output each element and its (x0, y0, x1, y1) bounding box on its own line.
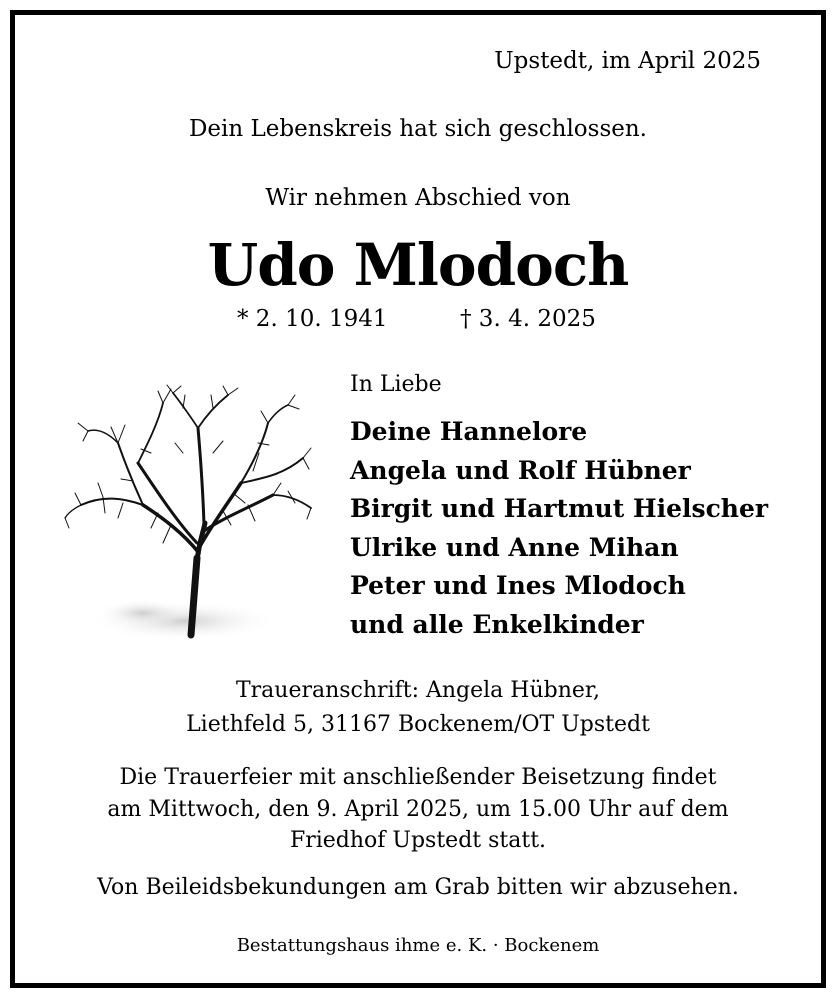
mourning-address-line2: Liethfeld 5, 31167 Bockenem/OT Upstedt (186, 712, 650, 737)
birth-date: * 2. 10. 1941 (237, 306, 388, 332)
mourning-address-line1: Traueranschrift: Angela Hübner, (235, 678, 601, 703)
mourner-name: Birgit und Hartmut Hielscher (350, 494, 769, 524)
place-date: Upstedt, im April 2025 (494, 48, 761, 74)
ceremony-line: Die Trauerfeier mit anschließender Beisetzung findet (119, 765, 717, 790)
deceased-name: Udo Mlodoch (207, 231, 629, 299)
ceremony-info (15, 762, 821, 857)
mourner-name: Peter und Ines Mlodoch (350, 571, 686, 601)
obituary-frame (10, 10, 826, 988)
life-dates (15, 306, 821, 336)
ceremony-line: am Mittwoch, den 9. April 2025, um 15.00 Uhr auf dem (107, 796, 729, 822)
tree-image (63, 383, 313, 648)
intro-line: Dein Lebenskreis hat sich geschlossen. (188, 116, 647, 142)
mourner-name: Deine Hannelore (350, 417, 588, 446)
mourner-name: Angela und Rolf Hübner (350, 455, 691, 485)
farewell-line: Wir nehmen Abschied von (265, 185, 571, 211)
death-date: † 3. 4. 2025 (460, 306, 596, 332)
undertaker-credit: Bestattungshaus ihme e. K. · Bockenem (236, 935, 600, 956)
mourner-name: und alle Enkelkinder (350, 609, 644, 639)
mourners-list (350, 413, 768, 645)
condolence-note: Von Beileidsbekundungen am Grab bitten wir abzusehen. (97, 875, 739, 900)
ceremony-line: Friedhof Upstedt statt. (289, 828, 547, 853)
in-love-label: In Liebe (350, 372, 442, 397)
mourner-name: Ulrike und Anne Mihan (350, 532, 679, 562)
